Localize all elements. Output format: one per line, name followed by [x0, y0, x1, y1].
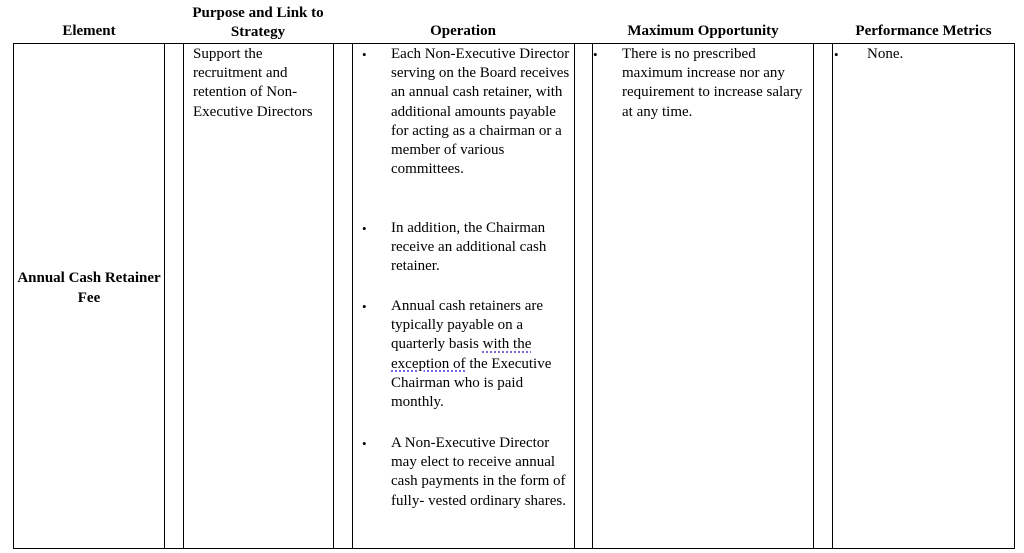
maximum-item-1: There is no prescribed maximum increase nor any requirement to increase salary at any time.: [622, 46, 803, 120]
metrics-item-1: None.: [867, 46, 904, 62]
operation-item-3: [391, 297, 571, 412]
bullet-icon: •: [593, 47, 598, 62]
operation-item-3-underlined: with the exception of: [391, 336, 532, 372]
column-divider: [832, 43, 833, 549]
header-metrics: Performance Metrics: [855, 23, 992, 39]
header-maximum: Maximum Opportunity: [627, 23, 779, 39]
column-divider: [352, 43, 353, 549]
header-element: Element: [62, 23, 116, 39]
column-divider: [813, 43, 814, 549]
row-element-label: Annual Cash Retainer Fee: [17, 270, 161, 306]
header-purpose: Purpose and Link to Strategy: [192, 5, 324, 40]
column-divider: [574, 43, 575, 549]
column-divider: [592, 43, 593, 549]
header-operation: Operation: [430, 23, 496, 39]
operation-item-1: Each Non-Executive Director serving on the Board receives an annual cash retainer, with additional amounts payable for acting as a chairman or a member of various committees.: [391, 46, 570, 178]
operation-item-4: A Non-Executive Director may elect to receive annual cash payments in the form of fully- vested ordinary shares.: [391, 435, 566, 509]
column-divider: [183, 43, 184, 549]
bullet-icon: •: [362, 221, 367, 236]
operation-item-3-lead: Annual cash retainers are typically payable on a quarterly basis: [391, 298, 544, 353]
operation-item-3-tail: the Executive Chairman who is paid monthly.: [391, 355, 552, 411]
bullet-icon: •: [362, 47, 367, 62]
column-divider: [164, 43, 165, 549]
bullet-icon: •: [362, 436, 367, 451]
table-right-border: [1014, 43, 1015, 549]
operation-item-2: In addition, the Chairman receive an additional cash retainer.: [391, 220, 547, 275]
row-purpose-text: Support the recruitment and retention of Non-Executive Directors: [193, 46, 313, 120]
bullet-icon: •: [834, 47, 839, 62]
bullet-icon: •: [362, 299, 367, 314]
column-divider: [333, 43, 334, 549]
